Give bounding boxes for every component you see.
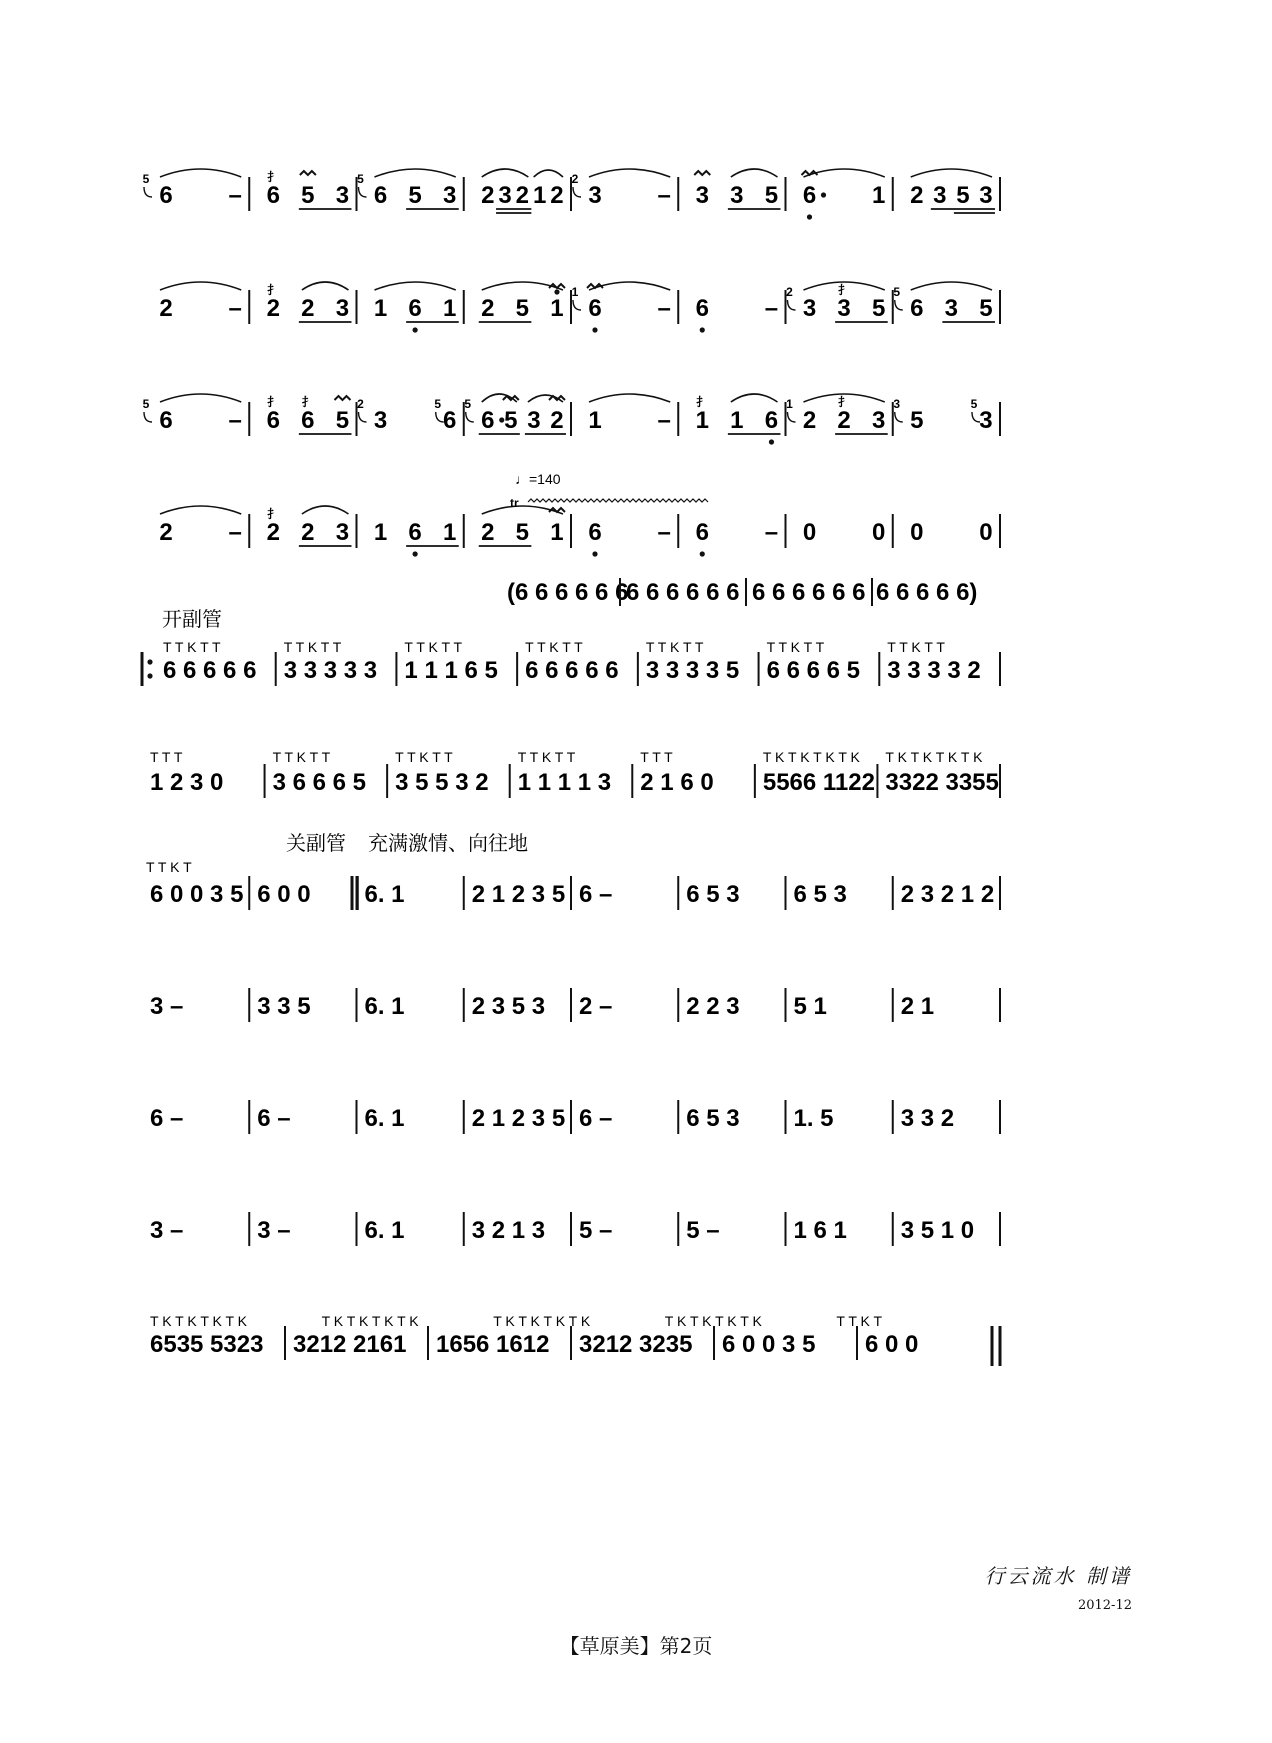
signature: 行云流水 制谱 [984,1564,1132,1588]
articulation-tk: T K T K T K T K [493,1313,591,1329]
octave-dot [413,327,418,332]
articulation-tk: T T T [150,749,183,765]
note-group: 1656 1612 [436,1331,550,1358]
note: 3 [944,295,959,322]
note: 5 [910,407,924,434]
note: 1 [550,295,564,322]
note-group: 6 5 3 [686,881,740,908]
note: 3 [979,407,993,434]
articulation-tk: T T K T T [395,749,453,765]
note-group: 3 – [150,993,184,1020]
note: 2 [159,295,173,322]
note: 5 [301,182,315,209]
note: 2 [910,182,924,209]
octave-dot [554,289,559,294]
note: 3 [498,182,512,209]
slur [302,282,349,290]
note: 3 [695,182,709,209]
note: – [657,407,671,434]
slur [731,394,778,402]
accompaniment-figure: 6 6 6 6 6 6 [626,579,740,606]
slur [482,169,529,177]
date: 2012-12 [1077,1598,1132,1613]
articulation-tk: T T K T [146,859,192,875]
note: 0 [979,519,993,546]
note: – [228,295,242,322]
note-group: 3 3 3 3 5 [645,657,740,684]
note-group: 2 1 2 3 5 [471,1105,566,1132]
accompaniment-figure: 6 6 6 6 6 6 [752,579,866,606]
note: 2 [550,182,564,209]
grace-note: 3 [893,397,901,411]
note: 5 [504,407,518,434]
note-group: 5 1 [793,993,827,1020]
note: 5 [408,182,422,209]
note: 3 [979,182,993,209]
note-group: 6. 1 [364,881,405,908]
note: 2 [550,407,564,434]
page-footer: 【草原美】第2页 [559,1634,713,1658]
articulation-tk: T K T K T K T K [664,1313,762,1329]
slur [589,282,670,290]
note: 6 [588,295,602,322]
note: 2 [802,407,817,434]
breath-mark: 扌 [267,507,280,521]
grace-hook [895,300,903,310]
note-group: 3 5 5 3 2 [395,769,489,796]
grace-hook [466,412,474,422]
note-group: 6 – [257,1105,291,1132]
note: 1 [443,295,457,322]
grace-note: 5 [357,172,364,186]
note: 3 [730,182,744,209]
note-group: 6 6 6 6 6 [163,657,257,684]
note: 6 [695,519,709,546]
note: 6 [159,407,173,434]
octave-dot [413,551,418,556]
note: 6 [266,407,280,434]
octave-dot [592,327,597,332]
label-kai-fuguan: 开副管 [162,607,222,631]
grace-hook [788,412,796,422]
note: 0 [802,519,817,546]
note-group: 3 6 6 6 5 [272,769,366,796]
trill-mark: tr [510,496,519,510]
note-group: 3322 3355 [885,769,999,796]
note-group: 6535 5323 [150,1331,264,1358]
note-group: 5 – [686,1217,720,1244]
note: 1 [373,295,388,322]
note: 6 [408,519,422,546]
mordent-mark [694,171,710,175]
note-group: 6 0 0 [865,1331,919,1358]
note-group: 2 2 3 [686,993,740,1020]
note: – [657,295,671,322]
note-group: 6. 1 [364,1105,405,1132]
note: 5 [979,295,993,322]
accompaniment-figure: (6 6 6 6 6 6 [507,579,629,606]
note: 3 [588,182,602,209]
breath-mark: 扌 [267,170,280,184]
note: 2 [481,295,495,322]
articulation-tk: T T T [640,749,673,765]
slur [482,506,563,514]
articulation-tk: T K T K T K T K [885,749,983,765]
note-group: 6. 1 [364,993,405,1020]
note: 5 [515,295,530,322]
articulation-tk: T T K T T [645,639,704,655]
note: 5 [764,182,779,209]
note: 3 [335,295,350,322]
slur [528,395,563,402]
slur [804,169,885,177]
note: – [228,407,242,434]
note: – [228,182,242,209]
note-group: 6 0 0 3 5 [150,881,244,908]
note: 0 [872,519,886,546]
note: 1 [695,407,709,434]
note: 6 [301,407,315,434]
note: 6 [910,295,924,322]
slur [160,169,241,177]
note: 1 [730,407,744,434]
note: – [764,519,779,546]
mordent-mark [300,171,316,175]
articulation-tk: T K T K T K T K [762,749,860,765]
note: 3 [335,519,350,546]
slur [160,394,241,402]
note: 6 [373,182,388,209]
note: 2 [481,519,495,546]
note: 0 [910,519,924,546]
note-group: 6 5 3 [793,881,847,908]
breath-mark: 扌 [267,283,280,297]
slur [911,282,992,290]
note-group: 2 1 6 0 [640,769,714,796]
note: – [657,519,671,546]
note-group: 2 3 2 1 2 [900,881,995,908]
note-group: 1. 5 [793,1105,834,1132]
grace-note: 5 [970,397,978,411]
octave-dot [807,214,812,219]
note: 5 [335,407,350,434]
note: 5 [956,182,970,209]
note-group: 3 – [150,1217,184,1244]
articulation-tk: T T K T [836,1313,883,1329]
note: – [657,182,671,209]
octave-dot [147,659,152,664]
note-group: 2 1 2 3 5 [471,881,566,908]
grace-note: 2 [786,285,793,299]
note-group: 3 5 1 0 [900,1217,975,1244]
breath-mark: 扌 [838,283,851,297]
note: 6 [481,407,495,434]
slur [160,506,241,514]
note-group: 6 5 3 [686,1105,740,1132]
grace-hook [144,187,152,197]
slur [375,169,456,177]
note: 5 [872,295,886,322]
articulation-tk: T T K T T [766,639,825,655]
note: 6 [266,182,280,209]
expression-mark: 充满激情、向往地 [368,831,528,855]
note: – [764,295,779,322]
grace-note: 1 [571,285,579,299]
note-group: 3212 2161 [293,1331,407,1358]
slur [302,506,349,514]
note: 3 [837,295,851,322]
note: 3 [443,182,457,209]
slur [375,282,456,290]
articulation-tk: T T K T T [887,639,945,655]
note: 3 [373,407,388,434]
octave-dot [700,551,705,556]
note: 6 [588,519,602,546]
grace-note: 5 [464,397,472,411]
grace-note: 5 [434,397,442,411]
note: 6 [408,295,422,322]
note: 1 [373,519,388,546]
note-group: 3 3 3 3 2 [887,657,981,684]
note: 3 [335,182,350,209]
note: 3 [872,407,886,434]
note-group: 6 – [579,881,613,908]
grace-hook [895,412,903,422]
note: 3 [527,407,541,434]
slur [482,394,517,402]
note: 2 [266,519,280,546]
octave-dot [769,439,774,444]
tempo-mark: ♩=140 [515,471,561,487]
note-group: 5566 1122 [762,769,875,796]
note-group: 3 3 2 [900,1105,955,1132]
articulation-tk: T K T K T K T K [321,1313,419,1329]
note: 1 [588,407,602,434]
octave-dot [147,673,152,678]
slur [160,282,241,290]
note-group: 1 2 3 0 [150,769,224,796]
note-group: 2 1 [900,993,935,1020]
articulation-tk: T T K T T [517,749,576,765]
grace-note: 2 [357,397,364,411]
note: 3 [802,295,817,322]
note: 2 [301,295,315,322]
breath-mark: 扌 [838,395,851,409]
grace-note: 2 [571,172,579,186]
note: – [228,519,242,546]
note: 1 [872,182,886,209]
accompaniment-figure: 6 6 6 6 6) [876,579,978,606]
note: 3 [933,182,947,209]
note: 2 [481,182,495,209]
note-group: 6 – [150,1105,184,1132]
articulation-tk: T T K T T [404,639,463,655]
note-group: 2 – [579,993,613,1020]
grace-note: 5 [893,285,901,299]
grace-note: 5 [142,397,150,411]
grace-hook [573,187,581,197]
note-group: 6 0 0 [257,881,311,908]
grace-hook [359,412,367,422]
breath-mark: 扌 [267,395,280,409]
articulation-tk: T T K T T [525,639,583,655]
articulation-tk: T T K T T [272,749,331,765]
note: 1 [443,519,457,546]
grace-hook [144,412,152,422]
breath-mark: 扌 [301,395,314,409]
grace-hook [359,187,367,197]
slur [731,169,778,177]
octave-dot [700,327,705,332]
slur [482,282,563,290]
grace-note: 1 [786,397,793,411]
articulation-tk: T T K T T [163,639,221,655]
note-group: 5 – [579,1217,613,1244]
note: 2 [837,407,851,434]
slur [589,394,670,402]
mordent-mark [334,396,350,400]
grace-note: 5 [142,172,150,186]
slur [534,170,563,177]
note: 6 [443,407,457,434]
note: 1 [550,519,564,546]
note-group: 3 2 1 3 [471,1217,546,1244]
note-group: 6. 1 [364,1217,405,1244]
slur [911,169,992,177]
label-guan-fuguan: 关副管 [286,831,346,855]
note-group: 3 – [257,1217,291,1244]
note: 6 [802,182,817,209]
note: 6 [764,407,779,434]
note: 5 [515,519,530,546]
note: 2 [301,519,315,546]
octave-dot [821,192,826,197]
note-group: 1 6 1 [793,1217,847,1244]
note: 2 [159,519,173,546]
note-group: 3 3 3 3 3 [283,657,378,684]
note: 6 [695,295,709,322]
note: 2 [266,295,280,322]
note: 1 [532,182,547,209]
note-group: 2 3 5 3 [471,993,546,1020]
note: 2 [515,182,530,209]
note-group: 3 3 5 [257,993,311,1020]
grace-hook [788,300,796,310]
note-group: 1 1 1 1 3 [517,769,612,796]
note-group: 6 – [579,1105,613,1132]
breath-mark: 扌 [696,395,709,409]
octave-dot [592,551,597,556]
grace-hook [573,300,581,310]
articulation-tk: T K T K T K T K [150,1313,248,1329]
note-group: 6 6 6 6 6 [525,657,619,684]
note-group: 1 1 1 6 5 [404,657,498,684]
slur [589,169,670,177]
note: 6 [159,182,173,209]
trill-wave [528,499,708,502]
note-group: 6 6 6 6 5 [766,657,860,684]
note-group: 3212 3235 [579,1331,693,1358]
note-group: 6 0 0 3 5 [722,1331,816,1358]
articulation-tk: T T K T T [283,639,342,655]
